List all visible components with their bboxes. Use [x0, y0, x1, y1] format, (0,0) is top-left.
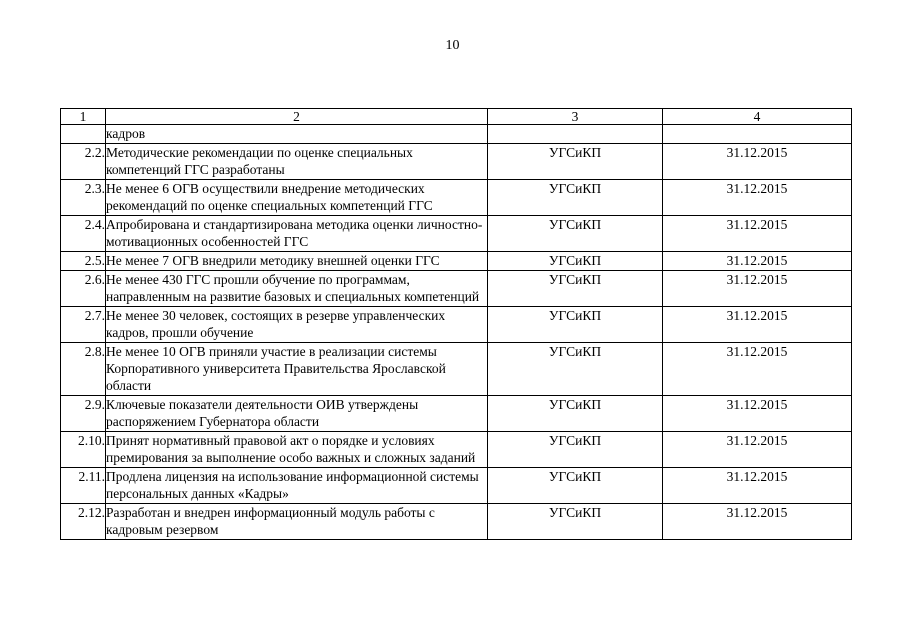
row-number: 2.5.	[61, 252, 106, 271]
row-responsible: УГСиКП	[488, 468, 663, 504]
table-row	[61, 307, 852, 343]
row-description: Принят нормативный правовой акт о порядке и условиях премирования за выполнение особо важных и сложных заданий	[106, 432, 488, 468]
row-deadline: 31.12.2015	[663, 468, 852, 504]
row-number: 2.2.	[61, 144, 106, 180]
row-responsible: УГСиКП	[488, 307, 663, 343]
row-responsible: УГСиКП	[488, 504, 663, 540]
row-number: 2.6.	[61, 271, 106, 307]
row-responsible: УГСиКП	[488, 343, 663, 396]
row-deadline: 31.12.2015	[663, 271, 852, 307]
table-row	[61, 144, 852, 180]
row-description: Продлена лицензия на использование информационной системы персональных данных «Кадры»	[106, 468, 488, 504]
row-number	[61, 125, 106, 144]
row-description: Не менее 10 ОГВ приняли участие в реализации системы Корпоративного университета Правительства Ярославской области	[106, 343, 488, 396]
row-deadline: 31.12.2015	[663, 307, 852, 343]
row-deadline: 31.12.2015	[663, 180, 852, 216]
header-col-3: 3	[488, 109, 663, 125]
row-number: 2.11.	[61, 468, 106, 504]
table-row	[61, 396, 852, 432]
table-row	[61, 180, 852, 216]
row-description: Не менее 430 ГГС прошли обучение по программам, направленным на развитие базовых и специальных компетенций	[106, 271, 488, 307]
row-deadline: 31.12.2015	[663, 216, 852, 252]
row-description: Апробирована и стандартизирована методика оценки личностно-мотивационных особенностей ГГС	[106, 216, 488, 252]
page-number: 10	[445, 38, 460, 53]
table-row-continuation	[61, 125, 852, 144]
table-row	[61, 343, 852, 396]
row-responsible: УГСиКП	[488, 432, 663, 468]
row-description: Разработан и внедрен информационный модуль работы с кадровым резервом	[106, 504, 488, 540]
table-row	[61, 504, 852, 540]
row-description: Не менее 30 человек, состоящих в резерве управленческих кадров, прошли обучение	[106, 307, 488, 343]
row-deadline: 31.12.2015	[663, 144, 852, 180]
table-row	[61, 216, 852, 252]
row-deadline: 31.12.2015	[663, 252, 852, 271]
row-responsible: УГСиКП	[488, 271, 663, 307]
row-responsible: УГСиКП	[488, 396, 663, 432]
table-row	[61, 432, 852, 468]
row-deadline: 31.12.2015	[663, 343, 852, 396]
row-responsible: УГСиКП	[488, 180, 663, 216]
row-responsible: УГСиКП	[488, 216, 663, 252]
row-description: Не менее 7 ОГВ внедрили методику внешней оценки ГГС	[106, 252, 488, 271]
row-deadline: 31.12.2015	[663, 504, 852, 540]
row-responsible: УГСиКП	[488, 144, 663, 180]
row-number: 2.7.	[61, 307, 106, 343]
plan-table	[60, 108, 852, 540]
row-deadline	[663, 125, 852, 144]
row-responsible: УГСиКП	[488, 252, 663, 271]
table-header-row	[61, 109, 852, 125]
header-col-2: 2	[106, 109, 488, 125]
header-col-1: 1	[61, 109, 106, 125]
table-row	[61, 468, 852, 504]
table-row	[61, 271, 852, 307]
row-deadline: 31.12.2015	[663, 396, 852, 432]
row-description: Методические рекомендации по оценке специальных компетенций ГГС разработаны	[106, 144, 488, 180]
row-number: 2.12.	[61, 504, 106, 540]
row-number: 2.9.	[61, 396, 106, 432]
header-col-4: 4	[663, 109, 852, 125]
row-number: 2.4.	[61, 216, 106, 252]
row-description: Ключевые показатели деятельности ОИВ утверждены распоряжением Губернатора области	[106, 396, 488, 432]
row-responsible	[488, 125, 663, 144]
row-description: кадров	[106, 125, 488, 144]
table-row	[61, 252, 852, 271]
row-number: 2.3.	[61, 180, 106, 216]
row-description: Не менее 6 ОГВ осуществили внедрение методических рекомендаций по оценке специальных компетенций ГГС	[106, 180, 488, 216]
row-deadline: 31.12.2015	[663, 432, 852, 468]
row-number: 2.10.	[61, 432, 106, 468]
row-number: 2.8.	[61, 343, 106, 396]
